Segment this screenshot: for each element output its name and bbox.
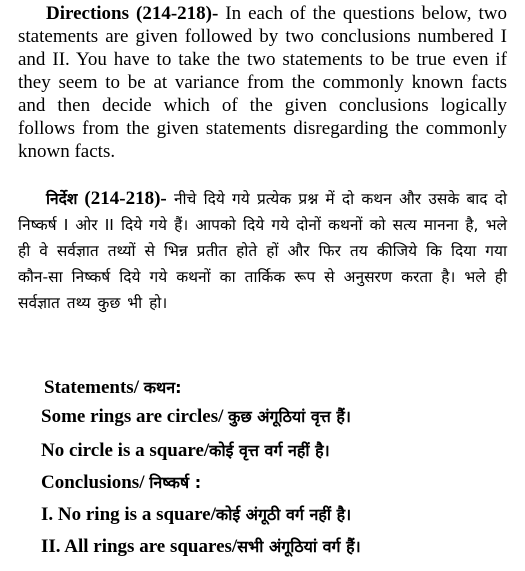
conclusions-heading-en: Conclusions/: [41, 472, 150, 493]
statements-heading-en: Statements/: [44, 377, 144, 398]
statement-1-en: Some rings are circles/: [41, 406, 229, 427]
statement-2: [41, 439, 330, 463]
conclusion-1: [41, 503, 351, 527]
directions-text: In each of the questions below, two statements are given followed by two conclusions numbered I and II. You have to take the two statements to be true even if they seem to be at variance from the commonly known facts and then decide which of the given conclusions logically follows from the given statements disregarding the commonly known facts.: [18, 3, 507, 162]
conclusion-1-en: I. No ring is a square/: [41, 504, 216, 525]
statement-2-en: No circle is a square/: [41, 440, 210, 461]
conclusion-2: [41, 535, 361, 559]
conclusion-2-hi: सभी अंगूठियां वर्ग हैं।: [237, 537, 361, 556]
statements-heading: [44, 376, 182, 400]
conclusions-heading: [41, 471, 201, 495]
statement-2-hi: कोई वृत्त वर्ग नहीं है।: [209, 441, 330, 460]
statement-1: [41, 405, 351, 429]
directions-english: [18, 2, 507, 163]
directions-hindi: [18, 186, 507, 316]
directions-hindi-code: (214-218)-: [77, 188, 167, 209]
directions-hindi-text: नीचे दिये गये प्रत्येक प्रश्न में दो कथन और उसके बाद दो निष्कर्ष I ओर II दिये गये हैं। आपको दिये गये दोनों कथनों को सत्य मानना है, भले ही वे सर्वज्ञात तथ्यों से भिन्न प्रतीत होते हों और फिर तय कीजिये कि दिया गया कौन-सा निष्कर्ष दिये गये कथनों का तार्किक रूप से अनुसरण करता है। भले ही सर्वज्ञात तथ्य कुछ भी हो।: [18, 190, 507, 312]
conclusions-heading-hi: निष्कर्ष :: [149, 473, 202, 492]
conclusion-1-hi: कोई अंगूठी वर्ग नहीं है।: [215, 505, 352, 524]
statement-1-hi: कुछ अंगूठियां वृत्त हैं।: [228, 407, 351, 426]
statements-heading-hi: कथन:: [143, 378, 182, 397]
conclusion-2-en: II. All rings are squares/: [41, 536, 238, 557]
directions-hindi-label: निर्देश: [46, 190, 78, 208]
directions-label: Directions (214-218)-: [46, 3, 219, 24]
